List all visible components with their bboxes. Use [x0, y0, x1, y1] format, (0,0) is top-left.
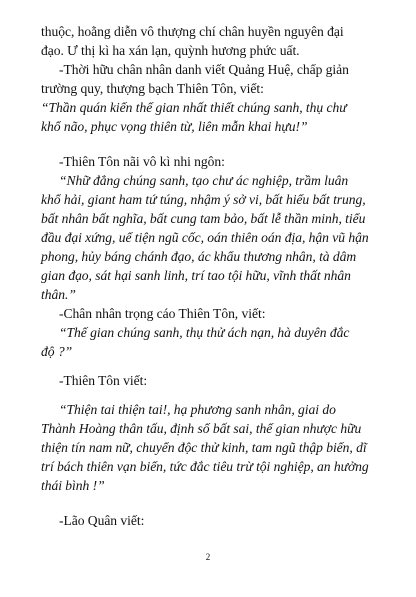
narration-block [41, 22, 386, 60]
text-line: “Thế gian chúng sanh, thụ thử ách nạn, hà duyên đắc [59, 325, 350, 340]
narration-block [41, 304, 386, 323]
quoted-speech-block [41, 190, 386, 304]
quoted-speech-block [41, 400, 386, 419]
text-line: -Thời hữu chân nhân danh viết Quảng Huệ, chấp giản [59, 62, 349, 77]
text-line: -Thiên Tôn nãi vô kì nhi ngôn: [59, 154, 225, 169]
paragraph-gap [41, 136, 386, 152]
text-line: thân.” [41, 287, 76, 302]
text-line: “Thiện tai thiện tai!, hạ phương sanh nhân, giai do [59, 402, 336, 417]
text-line: trí bách thiên vạn biến, tức đắc tiêu trừ tội nghiệp, an hưởng [41, 459, 369, 474]
paragraph-gap [41, 495, 386, 511]
narration-block [41, 511, 386, 530]
text-line: phong, hủy báng chánh đạo, ác khẩu thương nhân, tà dâm [41, 249, 357, 264]
text-line: bất nhân bất nghĩa, bất cung tam bảo, bất lễ thần minh, tiểu [41, 211, 366, 226]
text-line: Thành Hoàng thân tấu, định số bất sai, thế gian nhược hữu [41, 421, 362, 436]
paragraph-gap [41, 361, 386, 371]
text-line: gian đạo, sát hại sanh linh, trí tao tội hữu, vĩnh thất nhân [41, 268, 351, 283]
quoted-speech-block [41, 98, 386, 136]
paragraph-gap [41, 390, 386, 400]
quoted-speech-block [41, 171, 386, 190]
quoted-speech-block [41, 419, 386, 495]
page-body [41, 22, 386, 530]
text-line: đầu đại xứng, uế tiện ngũ cốc, oán thiên oán địa, hận vũ hận [41, 230, 369, 245]
text-line: độ ?” [41, 344, 73, 359]
quoted-speech-block [41, 342, 386, 361]
text-line: trường quy, thượng bạch Thiên Tôn, viết: [41, 81, 264, 96]
text-line: -Lão Quân viết: [59, 513, 145, 528]
narration-block [41, 60, 386, 79]
text-line: -Chân nhân trọng cáo Thiên Tôn, viết: [59, 306, 266, 321]
text-line: thiện tín nam nữ, chuyển độc thử kinh, tam ngũ thập biến, dĩ [41, 440, 367, 455]
text-line: khổ hải, giant ham tứ túng, nhậm ý sở vi, bất hiếu bất trung, [41, 192, 366, 207]
text-line: khổ não, phục vọng thiên từ, liên mẫn khai hựu!” [41, 119, 308, 134]
narration-block [41, 152, 386, 171]
quoted-speech-block [41, 323, 386, 342]
text-line: thuộc, hoằng diễn vô thượng chí chân huyền nguyên đại [41, 24, 344, 39]
text-line: đạo. Ư thị kì ha xán lạn, quỳnh hương phức uất. [41, 43, 300, 58]
text-line: “Thần quán kiến thế gian nhất thiết chúng sanh, thụ chư [41, 100, 347, 115]
page-number: 2 [205, 552, 211, 562]
narration-block [41, 371, 386, 390]
text-line: -Thiên Tôn viết: [59, 373, 148, 388]
narration-block [41, 79, 386, 98]
text-line: thái bình !” [41, 478, 105, 493]
text-line: “Nhữ đẳng chúng sanh, tạo chư ác nghiệp, trầm luân [59, 173, 349, 188]
